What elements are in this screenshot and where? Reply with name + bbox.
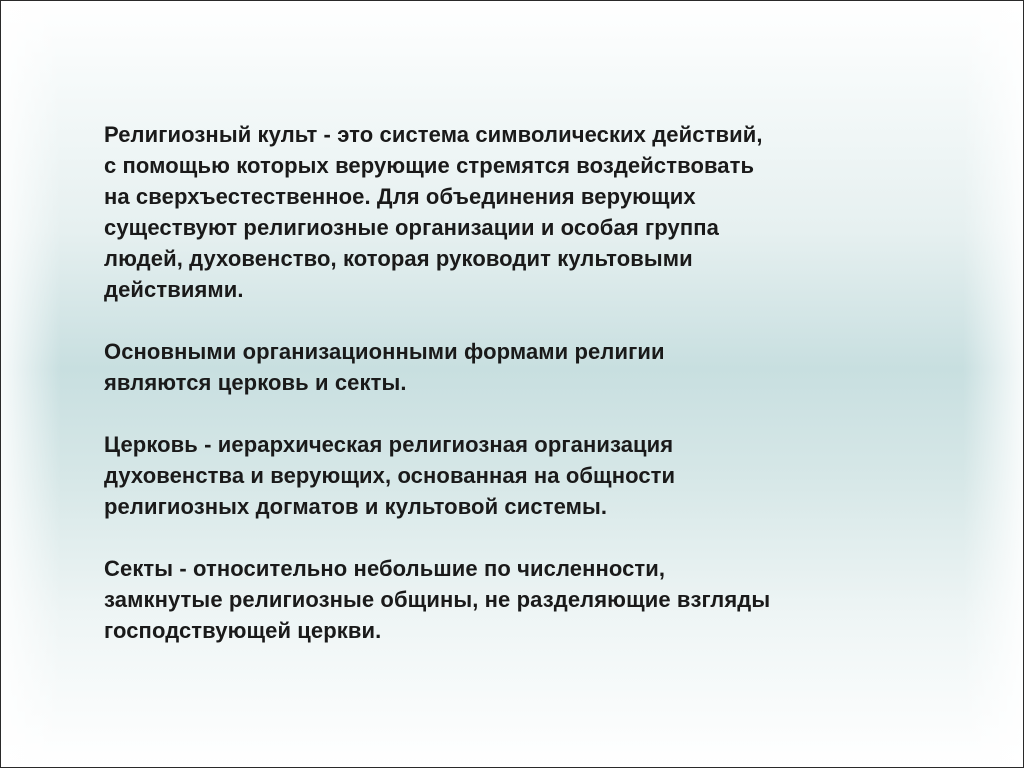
- text-line: людей, духовенство, которая руководит культовыми: [104, 246, 693, 271]
- text-line: существуют религиозные организации и особая группа: [104, 215, 719, 240]
- text-line: духовенства и верующих, основанная на общности: [104, 463, 676, 488]
- paragraph-church: [104, 429, 884, 522]
- text-line: Основными организационными формами религии: [104, 339, 665, 364]
- text-line: действиями.: [104, 277, 244, 302]
- paragraph-sects: [104, 553, 884, 646]
- text-line: господствующей церкви.: [104, 618, 382, 643]
- text-line: замкнутые религиозные общины, не разделяющие взгляды: [104, 587, 771, 612]
- slide-text-body: [104, 119, 884, 677]
- paragraph-organizational-forms: [104, 336, 884, 398]
- text-line: с помощью которых верующие стремятся воздействовать: [104, 153, 755, 178]
- text-line: Церковь - иерархическая религиозная организация: [104, 432, 674, 457]
- paragraph-religious-cult: [104, 119, 884, 305]
- text-line: являются церковь и секты.: [104, 370, 407, 395]
- text-line: Религиозный культ - это система символических действий,: [104, 122, 763, 147]
- text-line: на сверхъестественное. Для объединения верующих: [104, 184, 696, 209]
- text-line: религиозных догматов и культовой системы.: [104, 494, 608, 519]
- text-line: Секты - относительно небольшие по численности,: [104, 556, 666, 581]
